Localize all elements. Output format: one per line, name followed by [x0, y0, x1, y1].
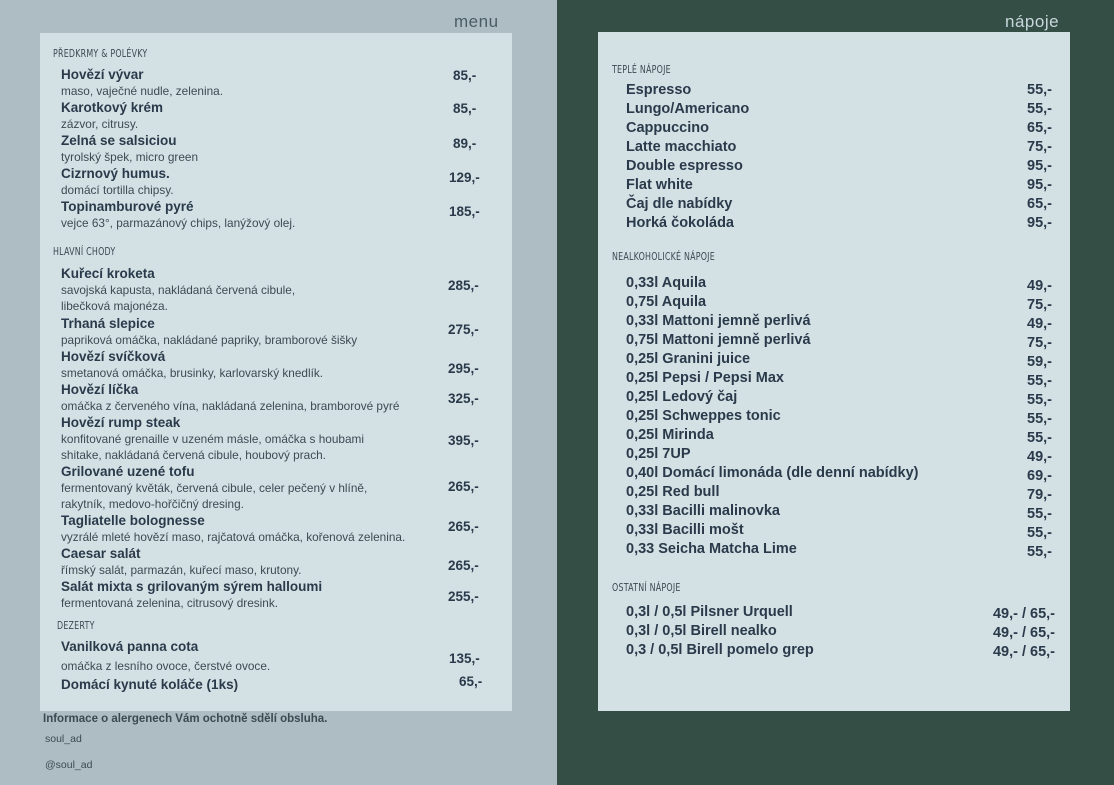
drink-price: 59,-	[1027, 354, 1052, 370]
dish-name: Hovězí vývar	[61, 67, 144, 82]
dish-price: 325,-	[448, 391, 479, 406]
dish-description: fermentovaná zelenina, citrusový dresink.	[61, 596, 279, 610]
drink-price: 55,-	[1027, 411, 1052, 427]
drink-name: 0,33l Bacilli malinovka	[626, 503, 780, 519]
dish-name: Trhaná slepice	[61, 316, 155, 331]
dish-description: libečková majonéza.	[61, 299, 168, 313]
drink-price: 75,-	[1027, 297, 1052, 313]
drink-price: 49,- / 65,-	[992, 644, 1055, 660]
drink-name: 0,25l Pepsi / Pepsi Max	[626, 370, 784, 386]
drink-price: 55,-	[1027, 392, 1052, 408]
drink-price: 55,-	[1027, 82, 1052, 98]
drink-price: 75,-	[1027, 335, 1052, 351]
dish-description: shitake, nakládaná červená cibule, houbový prach.	[61, 448, 326, 462]
allergen-note: Informace o alergenech Vám ochotně sdělí obsluha.	[43, 713, 328, 725]
drink-price: 55,-	[1027, 373, 1052, 389]
drink-price: 49,-	[1027, 449, 1052, 465]
drink-price: 95,-	[1027, 215, 1052, 231]
drink-price: 55,-	[1027, 101, 1052, 117]
drink-name: 0,33l Aquila	[626, 275, 707, 291]
drink-price: 65,-	[1027, 196, 1052, 212]
dish-price: 265,-	[448, 558, 479, 573]
dish-description: savojská kapusta, nakládaná červená cibule,	[61, 283, 296, 297]
dish-price: 275,-	[448, 322, 479, 337]
drink-name: 0,25l Ledový čaj	[626, 389, 738, 405]
drink-name: 0,25l Red bull	[626, 484, 720, 500]
dish-price: 129,-	[449, 170, 480, 185]
section-heading-other-drinks: OSTATNÍ NÁPOJE	[612, 581, 681, 594]
drink-name: Double espresso	[626, 158, 743, 174]
drink-price: 65,-	[1027, 120, 1052, 136]
dish-description: maso, vaječné nudle, zelenina.	[61, 84, 223, 98]
drink-name: 0,3 / 0,5l Birell pomelo grep	[626, 642, 814, 658]
drink-name: Flat white	[626, 177, 693, 193]
dish-description: omáčka z červeného vína, nakládaná zelenina, bramborové pyré	[61, 399, 400, 413]
dish-price: 255,-	[448, 589, 479, 604]
dish-description: fermentovaný květák, červená cibule, celer pečený v hlíně,	[61, 481, 368, 495]
dish-price: 185,-	[449, 204, 480, 219]
dish-description: konfitované grenaille v uzeném másle, omáčka s houbami	[61, 432, 364, 446]
drink-price: 49,- / 65,-	[992, 606, 1055, 622]
dish-name: Tagliatelle bolognesse	[61, 513, 205, 528]
social-handle-at: @soul_ad	[45, 759, 93, 771]
dish-name: Cizrnový humus.	[61, 166, 170, 181]
drink-price: 55,-	[1027, 506, 1052, 522]
drink-name: 0,3l / 0,5l Pilsner Urquell	[626, 604, 793, 620]
drink-name: Espresso	[626, 82, 692, 98]
dish-price: 265,-	[448, 479, 479, 494]
dish-name: Hovězí rump steak	[61, 415, 181, 430]
drink-name: Cappuccino	[626, 120, 709, 136]
drink-name: 0,25l 7UP	[626, 446, 691, 462]
drink-price: 49,-	[1027, 316, 1052, 332]
drink-price: 49,- / 65,-	[992, 625, 1055, 641]
drink-name: 0,33l Mattoni jemně perlivá	[626, 313, 811, 329]
dish-name: Vanilková panna cota	[61, 639, 199, 654]
drink-price: 95,-	[1027, 158, 1052, 174]
social-handle: soul_ad	[45, 733, 82, 745]
drink-price: 55,-	[1027, 430, 1052, 446]
drink-name: 0,25l Schweppes tonic	[626, 408, 781, 424]
dish-description: rakytník, medovo-hořčičný dresing.	[61, 497, 244, 511]
dish-name: Domácí kynuté koláče (1ks)	[61, 677, 239, 692]
dish-name: Hovězí líčka	[61, 382, 139, 397]
dish-description: papriková omáčka, nakládané papriky, bramborové šišky	[61, 333, 358, 347]
drink-name: Lungo/Americano	[626, 101, 750, 117]
drink-name: Latte macchiato	[626, 139, 737, 155]
drink-name: Horká čokoláda	[626, 215, 734, 231]
drink-name: 0,3l / 0,5l Birell nealko	[626, 623, 777, 639]
section-heading-desserts: DEZERTY	[57, 619, 95, 632]
dish-description: tyrolský špek, micro green	[61, 150, 199, 164]
drink-name: 0,25l Mirinda	[626, 427, 714, 443]
drink-name: 0,25l Granini juice	[626, 351, 751, 367]
dish-name: Kuřecí kroketa	[61, 266, 155, 281]
drink-name: 0,75l Mattoni jemně perlivá	[626, 332, 811, 348]
drink-price: 95,-	[1027, 177, 1052, 193]
dish-description: omáčka z lesního ovoce, čerstvé ovoce.	[61, 659, 271, 673]
dish-name: Salát mixta s grilovaným sýrem halloumi	[61, 579, 323, 594]
dish-price: 85,-	[453, 101, 477, 116]
section-heading-soft-drinks: NEALKOHOLICKÉ NÁPOJE	[612, 250, 715, 263]
drink-name: 0,75l Aquila	[626, 294, 707, 310]
dish-description: vyzrálé mleté hovězí maso, rajčatová omáčka, kořenová zelenina.	[61, 530, 406, 544]
dish-price: 395,-	[448, 433, 479, 448]
dish-price: 135,-	[449, 651, 480, 666]
dish-name: Karotkový krém	[61, 100, 164, 115]
dish-name: Grilované uzené tofu	[61, 464, 195, 479]
drink-price: 69,-	[1027, 468, 1052, 484]
dish-price: 85,-	[453, 68, 477, 83]
section-heading-starters: PŘEDKRMY & POLÉVKY	[53, 47, 148, 60]
dish-price: 295,-	[448, 361, 479, 376]
dish-description: zázvor, citrusy.	[61, 117, 139, 131]
dish-name: Caesar salát	[61, 546, 141, 561]
drink-price: 55,-	[1027, 544, 1052, 560]
dish-price: 89,-	[453, 136, 477, 151]
drink-name: Čaj dle nabídky	[626, 196, 733, 212]
drink-price: 49,-	[1027, 278, 1052, 294]
section-heading-mains: HLAVNÍ CHODY	[53, 245, 116, 258]
dish-name: Zelná se salsiciou	[61, 133, 177, 148]
drink-price: 75,-	[1027, 139, 1052, 155]
drink-name: 0,33l Bacilli mošt	[626, 522, 744, 538]
drink-name: 0,40l Domácí limonáda (dle denní nabídky)	[626, 465, 919, 481]
dish-price: 265,-	[448, 519, 479, 534]
drink-price: 55,-	[1027, 525, 1052, 541]
drink-price: 79,-	[1027, 487, 1052, 503]
dish-description: římský salát, parmazán, kuřecí maso, krutony.	[61, 563, 302, 577]
dish-price: 65,-	[459, 674, 483, 689]
dish-description: smetanová omáčka, brusinky, karlovarský knedlík.	[61, 366, 324, 380]
dish-description: domácí tortilla chipsy.	[61, 183, 174, 197]
dish-description: vejce 63°, parmazánový chips, lanýžový olej.	[61, 216, 296, 230]
menu-corner-label: menu	[454, 12, 499, 31]
drink-name: 0,33 Seicha Matcha Lime	[626, 541, 797, 557]
drinks-corner-label: nápoje	[1005, 12, 1060, 31]
dish-price: 285,-	[448, 278, 479, 293]
section-heading-hot-drinks: TEPLÉ NÁPOJE	[612, 63, 671, 76]
dish-name: Hovězí svíčková	[61, 349, 166, 364]
dish-name: Topinamburové pyré	[61, 199, 194, 214]
